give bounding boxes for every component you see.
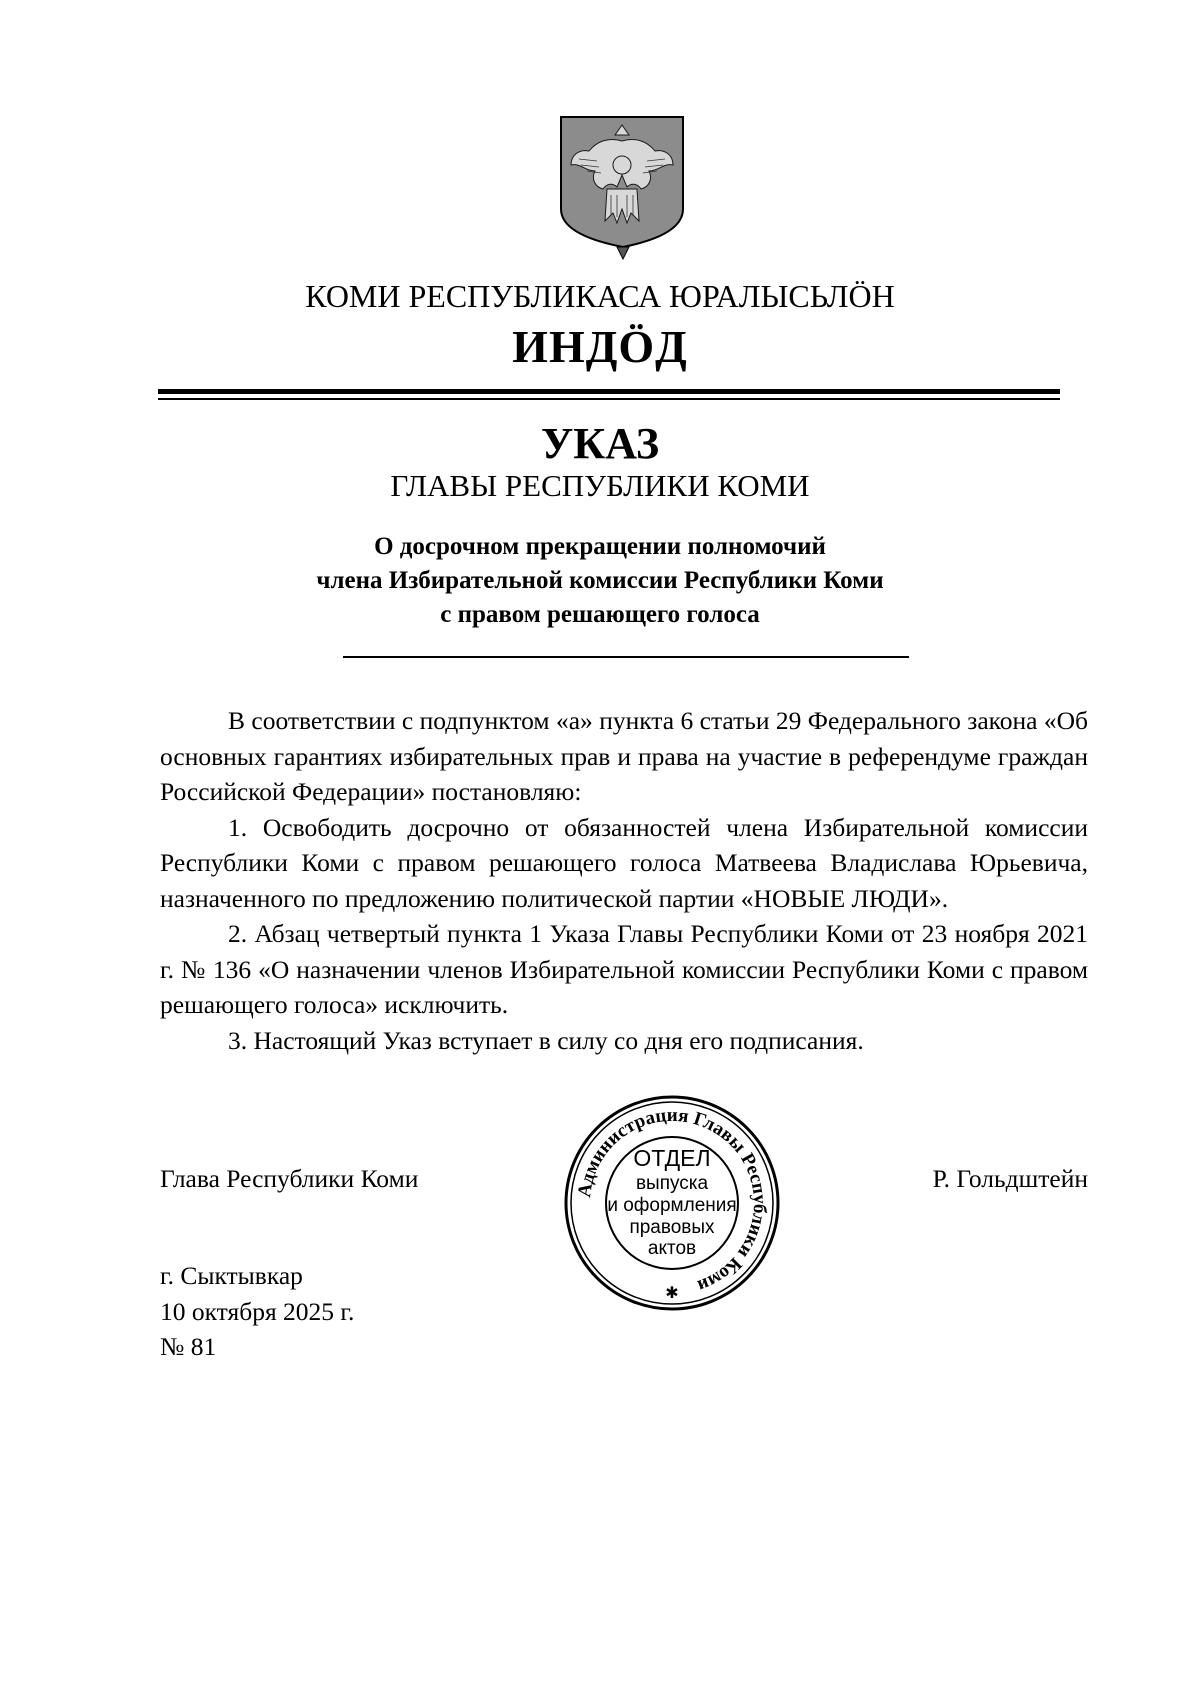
decree-number: № 81: [160, 1332, 217, 1361]
subject-line: члена Избирательной комиссии Республики Коми: [316, 567, 884, 594]
header-divider-thick: [158, 389, 1060, 394]
subject-line: с правом решающего голоса: [440, 601, 760, 628]
header-divider-thin: [158, 398, 1060, 400]
subject-underline: [343, 656, 909, 658]
clause-paragraph: 1. Освободить досрочно от обязанностей члена Избирательной комиссии Республики Коми с правом решающего голоса Матвеева Владислава Юрьевича, назначенного по предложению политической партии «НОВЫЕ ЛЮДИ».: [160, 812, 1088, 913]
document-meta: [160, 1258, 354, 1365]
clause-paragraph: 2. Абзац четвертый пункта 1 Указа Главы Республики Коми от 23 ноября 2021 г. № 136 «О назначении членов Избирательной комиссии Республики Коми с правом решающего голоса» исключить.: [160, 919, 1088, 1019]
clause-paragraph: 3. Настоящий Указ вступает в силу со дня его подписания.: [228, 1025, 864, 1055]
stamp-center-line: ОТДЕЛ: [633, 1145, 711, 1171]
official-stamp: [561, 1092, 783, 1314]
doc-type-title: УКАЗ: [540, 419, 660, 468]
stamp-center-line: выпуска: [635, 1173, 709, 1194]
stamp-center-line: актов: [647, 1238, 697, 1259]
subject-heading: [0, 530, 1200, 632]
org-name-komi: КОМИ РЕСПУБЛИКАСА ЮРАЛЫСЬЛÖН: [305, 278, 895, 314]
signatory-name: Р. Гольдштейн: [932, 1164, 1088, 1193]
stamp-ring-text: Администрация Главы Республики Коми: [574, 1104, 771, 1297]
doc-type-komi: ИНДÖД: [512, 321, 688, 372]
stamp-center-line: правовых: [629, 1217, 715, 1238]
issuer-title: ГЛАВЫ РЕСПУБЛИКИ КОМИ: [390, 468, 810, 503]
decree-body: [160, 703, 1088, 1058]
signatory-title: Глава Республики Коми: [160, 1164, 419, 1193]
stamp-center-line: и оформления: [607, 1195, 737, 1216]
issue-date: 10 октября 2025 г.: [160, 1296, 355, 1326]
subject-line: О досрочном прекращении полномочий: [374, 533, 826, 560]
stamp-star-icon: ✱: [665, 1285, 679, 1302]
issue-place: г. Сыктывкар: [160, 1261, 303, 1290]
preamble-paragraph: В соответствии с подпунктом «а» пункта 6 статьи 29 Федерального закона «Об основных гарантиях избирательных прав и права на участие в референдуме граждан Российской Федерации» постановляю:: [160, 706, 1088, 806]
coat-of-arms-emblem: [557, 113, 687, 261]
